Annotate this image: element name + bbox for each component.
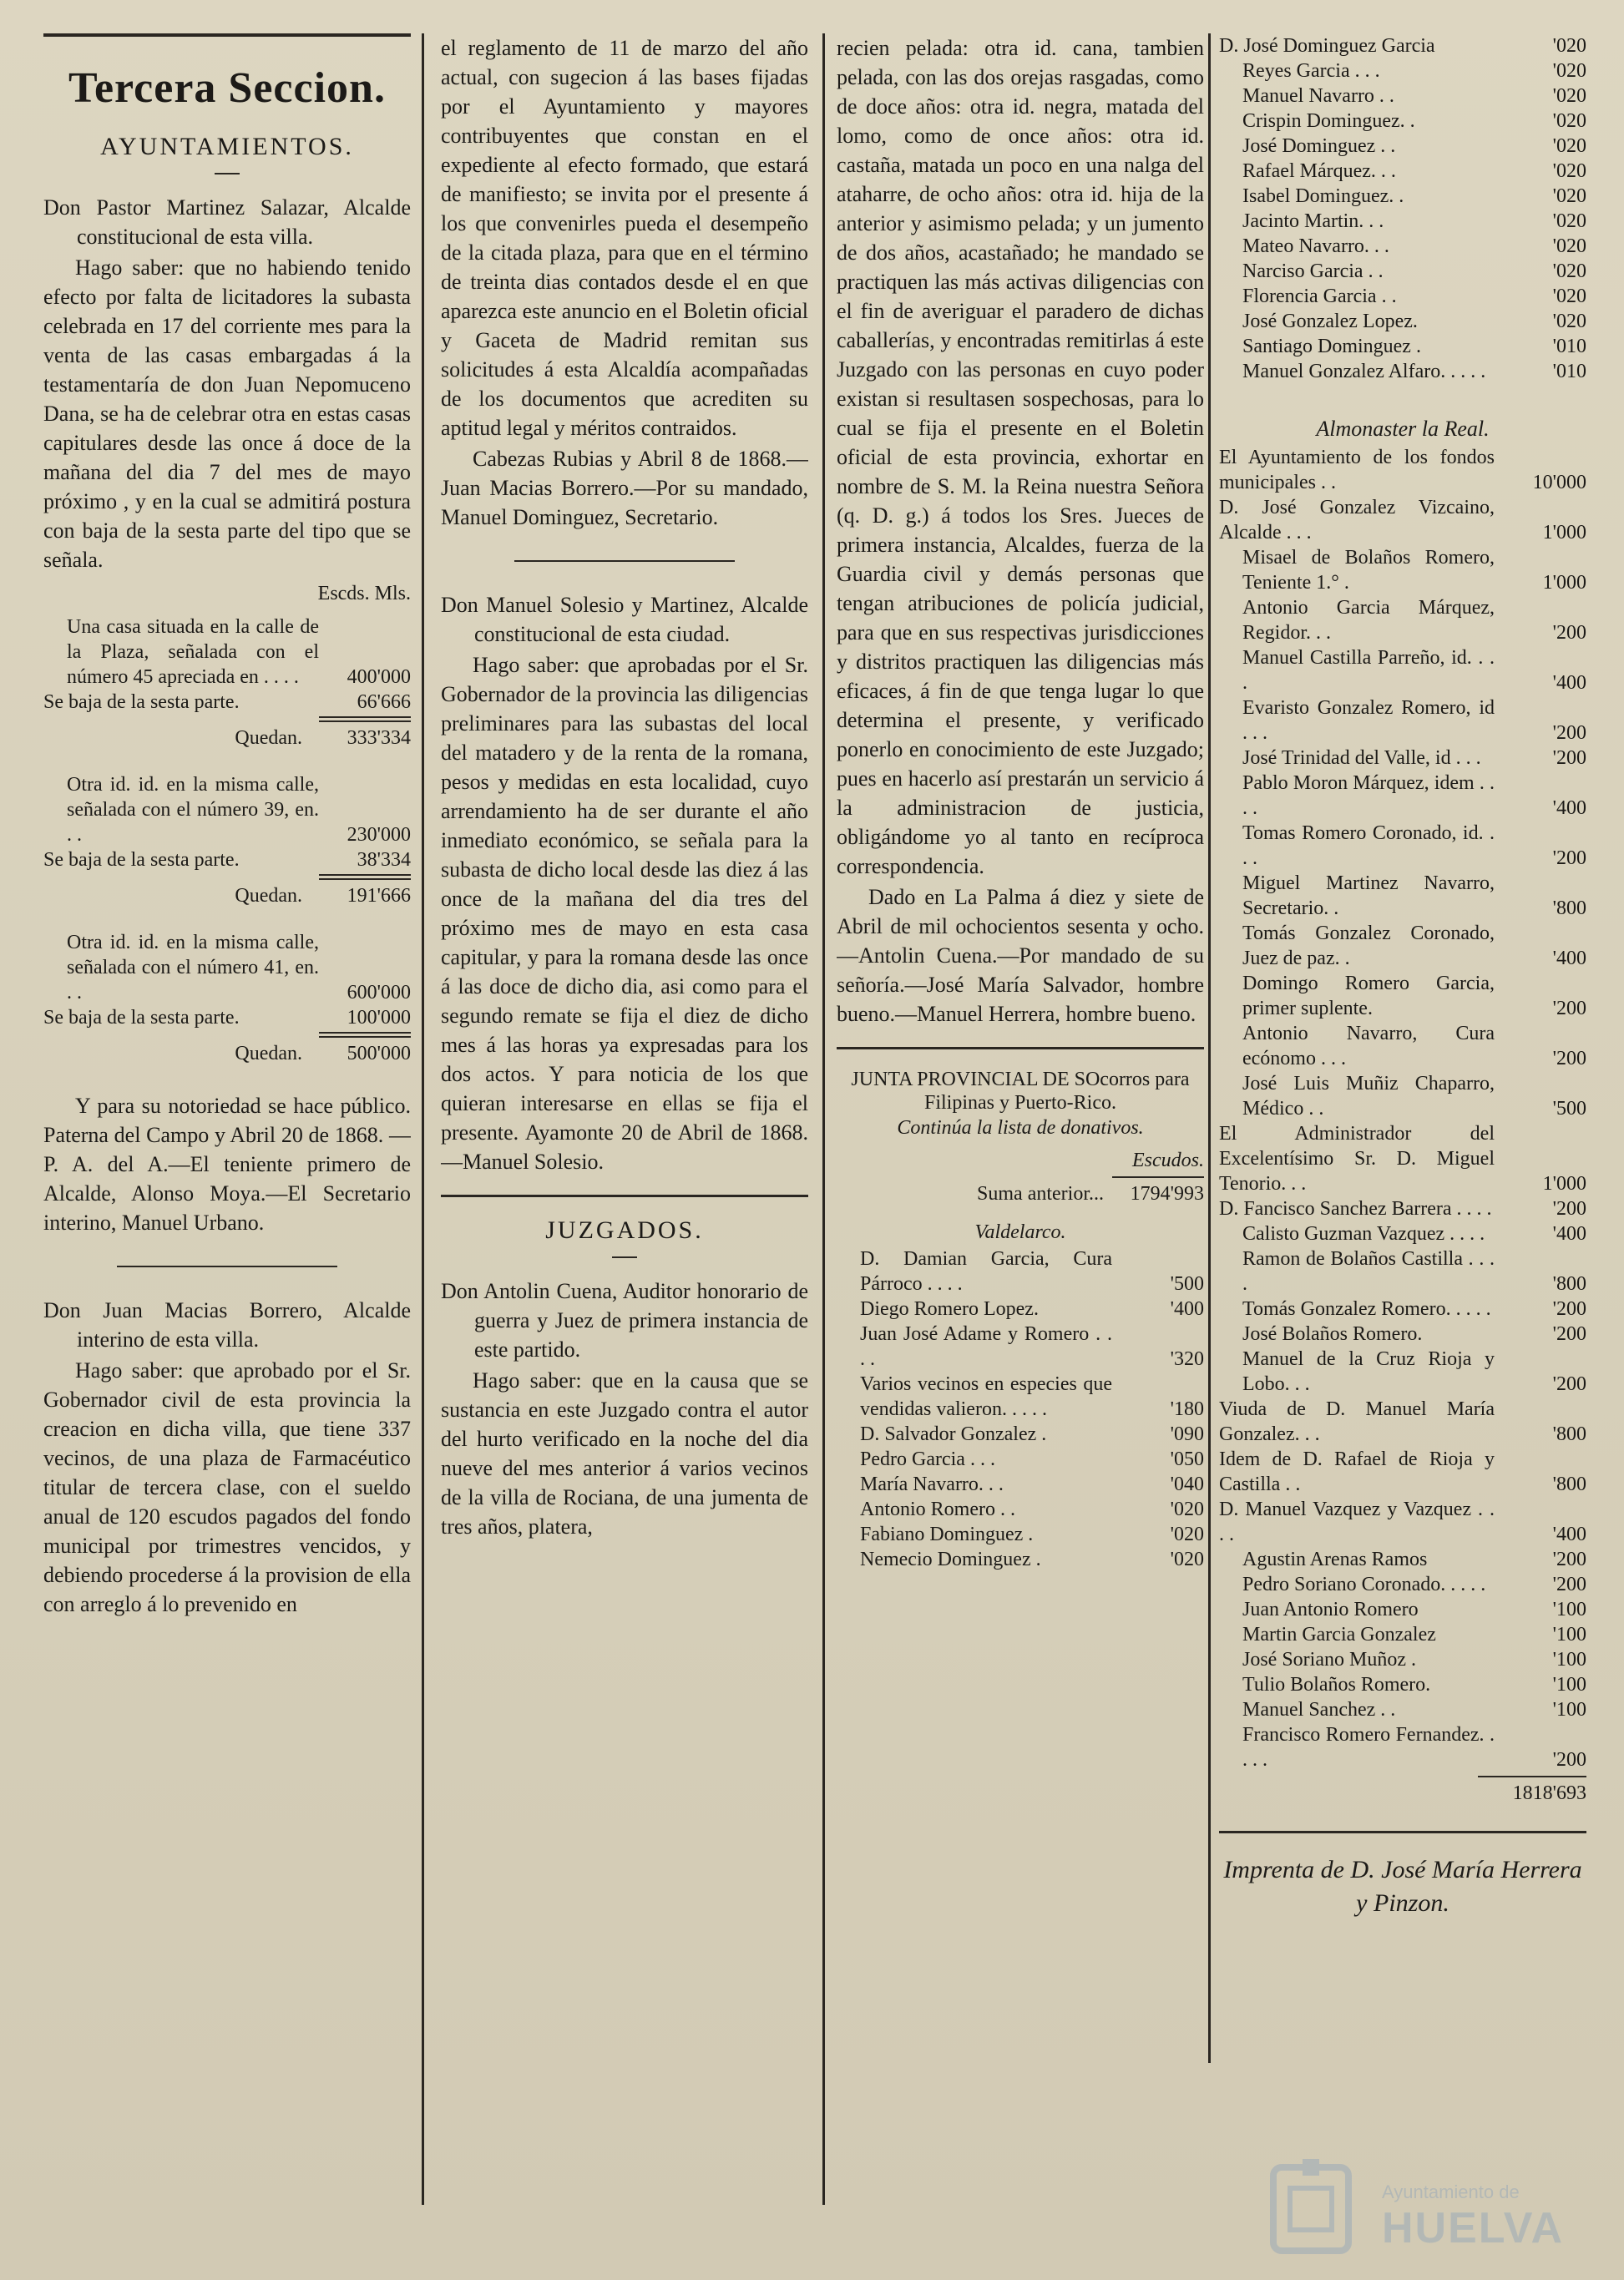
donor-amount: '020 [1552,35,1586,57]
donor-row [1219,1196,1586,1221]
notice-body: Hago saber: que no habiendo tenido efecto por falta de licitadores la subasta celebrada en 17 del corriente mes para la venta de las casas embargadas á la testamentaría de don Juan Nepomuceno Dana, se ha de celebrar otra en estas casas capitulares desde las once á doce de la mañana del dia 7 del mes de mayo próximo , y en la cual se admitirá postura con baja de la sesta parte del tipo que se señala. [43,255,411,572]
donor-name: Manuel Sanchez . . [1242,1699,1396,1721]
donor-amount: '020 [1170,1549,1204,1570]
donor-row [1219,821,1586,871]
property-value: 600'000 [347,982,411,1004]
donor-name: Reyes Garcia . . . [1242,60,1380,82]
donor-amount: '100 [1552,1699,1586,1721]
notice-closing: Y para su notoriedad se hace público. Paterna del Campo y Abril 20 de 1868. —P. A. del A.—El teniente primero de Alcalde, Alonso Moya.—El Secretario interino, Manuel Urbano. [43,1094,411,1235]
column-divider [422,33,424,2205]
donor-amount: '050 [1170,1448,1204,1470]
donor-amount: '200 [1552,1198,1586,1220]
donor-name: Isabel Dominguez. . [1242,185,1404,207]
donor-row [1219,495,1586,545]
divider [117,1266,337,1267]
donor-name: José Dominguez . . [1242,135,1396,157]
suma-value: 1794'993 [1130,1183,1204,1205]
donor-row [1219,1322,1586,1347]
divider [837,1047,1204,1049]
donor-name: D. Manuel Vazquez y Vazquez . . . . [1219,1499,1495,1545]
property-row [43,614,411,751]
donor-name: D. Damian Garcia, Cura Párroco . . . . [860,1248,1112,1295]
units-header: Escds. Mls. [317,583,411,604]
donor-amount: '200 [1552,722,1586,744]
donor-row [1219,1221,1586,1246]
printer-credit: Imprenta de D. José María Herrera y Pinzon. [1223,1856,1582,1917]
notice-body: recien pelada: otra id. cana, tambien pelada, con las dos orejas rasgadas, como de doce años: otra id. negra, matada del lomo, como de once años: otra id. castaña, matada un poco en una nalga del ataharre, de ocho años: otra id. hija de la anterior y asimismo pelada; y un jumento de dos años, acastañado; he mandado se practiquen las más activas diligencias con el fin de averiguar el paradero de dichas caballerías, y encontradas remitirlas á este Juzgado con las personas en cuyo poder existan si resultasen sospechosas, para lo cual se fija el presente en el Boletin oficial de esta provincia, exhortar en nombre de S. M. la Reina nuestra Señora (q. D. g.) á todos los Sres. Jueces de primera instancia, Alcaldes, fuerza de la Guardia civil y demás personas que tengan atribuciones de policía judicial, para que en sus respectivas jurisdicciones y distritos practiquen las diligencias más eficaces, á fin de que tenga lugar lo que determina el presente, y verificado ponerlo en conocimiento de este Juzgado; pues en hacerlo así prestarán un servicio á la administracion de justicia, obligándome yo al tanto en recíproca correspondencia. [837,36,1204,878]
juzgados-title: JUZGADOS. [545,1216,704,1244]
column-2 [441,33,808,2230]
donor-name: Manuel Castilla Parreño, id. . . . [1242,647,1495,694]
donor-name: José Gonzalez Lopez. [1242,311,1418,332]
quedan-label: Quedan. [235,885,302,907]
property-list [43,614,411,1066]
donor-amount: 1'000 [1542,522,1586,543]
donor-amount: '400 [1552,948,1586,969]
double-rule [319,1032,411,1038]
property-value: 400'000 [347,666,411,688]
donor-amount: 1'000 [1542,1173,1586,1195]
donor-name: Misael de Bolaños Romero, Teniente 1.° . [1242,547,1495,594]
donor-amount: '100 [1552,1624,1586,1646]
donor-name: Fabiano Dominguez . [860,1524,1034,1545]
donor-row [1219,1672,1586,1697]
donor-name: Evaristo Gonzalez Romero, id . . . [1242,697,1495,744]
donor-row [1219,334,1586,359]
donor-list [1219,445,1586,1772]
donor-amount: '020 [1552,235,1586,257]
donor-name: Idem de D. Rafael de Rioja y Castilla . . [1219,1448,1495,1495]
donor-amount: '800 [1552,1474,1586,1495]
donor-row [837,1497,1204,1522]
donor-name: D. Salvador Gonzalez . [860,1423,1047,1445]
donor-amount: '800 [1552,897,1586,919]
donor-row [1219,134,1586,159]
donor-row [1219,1246,1586,1297]
donor-row [1219,1572,1586,1597]
watermark-line2: HUELVA [1382,2204,1565,2252]
donor-name: Manuel de la Cruz Rioja y Lobo. . . [1242,1348,1495,1395]
donor-amount: '400 [1552,797,1586,819]
donor-name: Antonio Garcia Márquez, Regidor. . . [1242,597,1495,644]
divider [441,1195,808,1197]
coat-of-arms-icon [1257,2155,1365,2263]
donor-name: María Navarro. . . [860,1474,1004,1495]
donor-name: Diego Romero Lopez. [860,1298,1039,1320]
donor-row [837,1246,1204,1297]
donor-name: D. José Dominguez Garcia [1219,35,1435,57]
sum-rule [1478,1776,1586,1777]
donor-row [1219,645,1586,695]
donor-name: Martin Garcia Gonzalez [1242,1624,1436,1646]
rule [1112,1176,1204,1178]
donor-row [837,1297,1204,1322]
donor-name: Antonio Navarro, Cura ecónomo . . . [1242,1023,1495,1069]
donor-amount: '320 [1170,1348,1204,1370]
donor-row [1219,1121,1586,1196]
subsection-title: AYUNTAMIENTOS. [100,133,354,160]
column-4 [1219,33,1586,2230]
donor-amount: '010 [1552,361,1586,382]
donor-amount: '200 [1552,622,1586,644]
donor-row [1219,359,1586,384]
donor-amount: '200 [1552,998,1586,1019]
donor-row [837,1472,1204,1497]
donor-amount: '020 [1170,1524,1204,1545]
donor-name: Juan José Adame y Romero . . . . [860,1323,1112,1370]
junta-subtitle: Continúa la lista de donativos. [897,1117,1144,1139]
watermark-line1: Ayuntamiento de [1382,2181,1520,2202]
donor-amount: '200 [1552,847,1586,869]
quedan-value: 191'666 [347,885,411,907]
baja-value: 100'000 [347,1007,411,1029]
donor-amount: '090 [1170,1423,1204,1445]
double-rule [319,716,411,722]
donor-row [1219,1347,1586,1397]
donor-row [1219,1447,1586,1497]
donor-name: José Trinidad del Valle, id . . . [1242,747,1481,769]
donor-row [1219,1722,1586,1772]
escudos-label: Escudos. [1132,1150,1204,1171]
donor-row [837,1522,1204,1547]
quedan-value: 333'334 [347,727,411,749]
quedan-value: 500'000 [347,1043,411,1064]
donor-amount: '180 [1170,1398,1204,1420]
top-rule [43,33,411,37]
donor-amount: '200 [1552,1749,1586,1771]
donor-amount: '020 [1552,160,1586,182]
property-row [43,930,411,1066]
donor-name: Florencia Garcia . . [1242,286,1397,307]
donor-name: José Luis Muñiz Chaparro, Médico . . [1242,1073,1495,1120]
donor-row [1219,1071,1586,1121]
donor-name: El Ayuntamiento de los fondos municipales . . [1219,447,1495,493]
donor-name: Manuel Gonzalez Alfaro. . . . . [1242,361,1486,382]
donor-amount: '200 [1552,747,1586,769]
donor-row [1219,159,1586,184]
donor-row [1219,695,1586,746]
donor-name: Crispin Dominguez. . [1242,110,1415,132]
donor-row [837,1422,1204,1447]
donor-name: Varios vecinos en especies que vendidas valieron. . . . . [860,1373,1112,1420]
donor-list [1219,33,1586,384]
town-title: Valdelarco. [974,1221,1066,1243]
donor-name: Narciso Garcia . . [1242,260,1384,282]
donor-name: José Soriano Muñoz . [1242,1649,1416,1671]
donor-name: Francisco Romero Fernandez. . . . . [1242,1724,1495,1771]
donor-amount: '020 [1552,210,1586,232]
column-divider [1208,33,1211,2063]
donor-row [1219,545,1586,595]
property-desc: Una casa situada en la calle de la Plaza, señalada con el número 45 apreciada en . . . . [67,616,319,688]
donor-name: Calisto Guzman Vazquez . . . . [1242,1223,1485,1245]
donor-name: Tomás Gonzalez Romero. . . . . [1242,1298,1491,1320]
donor-amount: '200 [1552,1549,1586,1570]
section-title: Tercera Seccion. [68,64,386,112]
donor-row [837,1372,1204,1422]
donor-row [1219,971,1586,1021]
donor-name: José Bolaños Romero. [1242,1323,1423,1345]
donor-row [1219,1021,1586,1071]
donor-amount: '020 [1170,1499,1204,1520]
donor-row [1219,259,1586,284]
donor-amount: '020 [1552,110,1586,132]
donor-amount: '400 [1170,1298,1204,1320]
column-1 [43,33,411,2230]
suma-row [837,1181,1204,1206]
donor-amount: '400 [1552,1223,1586,1245]
notice-signature: Cabezas Rubias y Abril 8 de 1868.—Juan Macias Borrero.—Por su mandado, Manuel Dominguez, Secretario. [441,447,808,529]
donor-amount: '500 [1552,1098,1586,1120]
notice-header: Don Juan Macias Borrero, Alcalde interino de esta villa. [43,1298,411,1352]
property-desc: Otra id. id. en la misma calle, señalada con el número 41, en. . . [67,932,319,1004]
donor-amount: '020 [1552,85,1586,107]
column-3 [837,33,1204,2230]
notice-body: el reglamento de 11 de marzo del año actual, con sugecion á las bases fijadas por el Ayuntamiento y mayores contribuyentes que constan en el expediente al efecto formado, que estará de manifiesto; se invita por el presente á los que convenirles pueda el desempeño de la citada plaza, para que en el término de treinta dias contados desde el en que aparezca este anuncio en el Boletin oficial y Gaceta de Madrid remitan sus solicitudes á esta Alcaldía acompañadas de los documentos que acrediten su aptitud legal y méritos contraidos. [441,36,808,440]
donor-amount: '200 [1552,1323,1586,1345]
donor-name: Ramon de Bolaños Castilla . . . . [1242,1248,1495,1295]
donor-row [1219,921,1586,971]
donor-row [1219,1397,1586,1447]
donor-name: Manuel Navarro . . [1242,85,1394,107]
donor-amount: 1'000 [1542,572,1586,594]
quedan-label: Quedan. [235,1043,302,1064]
donor-name: Viuda de D. Manuel María Gonzalez. . . [1219,1398,1495,1445]
donor-amount: '400 [1552,672,1586,694]
donor-amount: '020 [1552,185,1586,207]
donor-amount: '020 [1552,60,1586,82]
donor-row [1219,1547,1586,1572]
donor-row [1219,1297,1586,1322]
notice-header: Don Pastor Martinez Salazar, Alcalde constitucional de esta villa. [43,195,411,249]
donor-name: El Administrador del Excelentísimo Sr. D. Miguel Tenorio. . . [1219,1123,1495,1195]
property-value: 230'000 [347,824,411,846]
divider [1219,1831,1586,1833]
double-rule [319,874,411,880]
donor-name: Mateo Navarro. . . [1242,235,1389,257]
donor-amount: '020 [1552,286,1586,307]
notice-header: Don Antolin Cuena, Auditor honorario de guerra y Juez de primera instancia de este partido. [441,1279,808,1362]
donor-row [1219,746,1586,771]
baja-label: Se baja de la sesta parte. [43,849,240,871]
donor-row [1219,771,1586,821]
donor-amount: 10'000 [1532,472,1586,493]
donor-row [1219,234,1586,259]
donor-row [837,1447,1204,1472]
donor-row [1219,1597,1586,1622]
donor-amount: '800 [1552,1423,1586,1445]
donor-amount: '200 [1552,1574,1586,1595]
donor-row [1219,1647,1586,1672]
donor-name: Nemecio Dominguez . [860,1549,1041,1570]
property-row [43,772,411,908]
donor-amount: '020 [1552,260,1586,282]
junta-title: JUNTA PROVINCIAL DE SOcorros para Filipinas y Puerto-Rico. [851,1069,1190,1114]
divider [215,173,240,174]
donor-amount: '010 [1552,336,1586,357]
donor-row [1219,58,1586,83]
donor-name: D. José Gonzalez Vizcaino, Alcalde . . . [1219,497,1495,543]
donor-row [1219,1497,1586,1547]
donor-row [1219,1697,1586,1722]
donor-name: Rafael Márquez. . . [1242,160,1396,182]
notice-body: Hago saber: que aprobado por el Sr. Gobernador civil de esta provincia la creacion en dicha villa, que tiene 337 vecinos, de una plaza de Farmacéutico titular de tercera clase, con el sueldo anual de 120 escudos pagados del fondo municipal por trimestres vencidos, y debiendo procederse á la provision de ella con arreglo á lo prevenido en [43,1358,411,1616]
donor-list [837,1246,1204,1572]
donor-name: Antonio Romero . . [860,1499,1015,1520]
donor-name: Tomás Gonzalez Coronado, Juez de paz. . [1242,923,1495,969]
donor-amount: '200 [1552,1373,1586,1395]
archive-watermark [1257,2155,1565,2263]
donor-amount: '100 [1552,1649,1586,1671]
donor-name: Santiago Dominguez . [1242,336,1421,357]
donor-amount: '800 [1552,1273,1586,1295]
donor-row [1219,284,1586,309]
donor-amount: '200 [1552,1048,1586,1069]
donor-row [1219,109,1586,134]
donor-row [1219,309,1586,334]
donor-name: D. Fancisco Sanchez Barrera . . . . [1219,1198,1492,1220]
baja-value: 38'334 [357,849,411,871]
notice-signature: Dado en La Palma á diez y siete de Abril de mil ochocientos sesenta y ocho.—Antolin Cuena.—Por mandado de su señoría.—José María Salvador, hombre bueno.—Manuel Herrera, hombre bueno. [837,885,1204,1026]
donor-amount: '400 [1552,1524,1586,1545]
donor-row [1219,1622,1586,1647]
donor-amount: '020 [1552,135,1586,157]
donor-name: Juan Antonio Romero [1242,1599,1419,1620]
donor-name: Tulio Bolaños Romero. [1242,1674,1431,1696]
town-title: Almonaster la Real. [1316,417,1490,441]
notice-header: Don Manuel Solesio y Martinez, Alcalde constitucional de esta ciudad. [441,593,808,646]
donor-row [1219,33,1586,58]
divider [514,560,735,562]
notice-body: Hago saber: que aprobadas por el Sr. Gobernador de la provincia las diligencias preliminares para las subastas del local del matadero y de la renta de la romana, pesos y medidas en esta localidad, cuyo arrendamiento ha de ser durante el año inmediato económico, se señala para la subasta de dicho local desde las diez á las once de la mañana del dia tres del próximo mes de mayo en esta casa capitular, y para la romana desde las once á las doce de dicho dia, asi como para el segundo remate se fija el diez de dicho mes á las horas ya expresadas para los dos actos. Y para noticia de los que quieran interesarse en ellas se fija el presente. Ayamonte 20 de Abril de 1868. —Manuel Solesio. [441,653,808,1174]
donor-amount: '500 [1170,1273,1204,1295]
divider [612,1256,637,1258]
donor-row [1219,445,1586,495]
donor-row [1219,871,1586,921]
donor-name: Agustin Arenas Ramos [1242,1549,1428,1570]
donor-name: Domingo Romero Garcia, primer suplente. [1242,973,1495,1019]
donor-row [1219,184,1586,209]
donor-name: Miguel Martinez Navarro, Secretario. . [1242,872,1495,919]
donor-name: Pedro Garcia . . . [860,1448,995,1470]
donor-row [837,1322,1204,1372]
donor-row [837,1547,1204,1572]
donor-amount: '100 [1552,1674,1586,1696]
quedan-label: Quedan. [235,727,302,749]
donor-amount: '200 [1552,1298,1586,1320]
total-value: 1818'693 [1512,1782,1586,1804]
baja-label: Se baja de la sesta parte. [43,691,240,713]
donor-amount: '100 [1552,1599,1586,1620]
donor-name: Jacinto Martin. . . [1242,210,1384,232]
donor-amount: '040 [1170,1474,1204,1495]
donor-row [1219,595,1586,645]
donor-row [1219,209,1586,234]
suma-label: Suma anterior... [977,1183,1104,1205]
baja-value: 66'666 [357,691,411,713]
property-desc: Otra id. id. en la misma calle, señalada con el número 39, en. . . [67,774,319,846]
column-divider [822,33,825,2205]
donor-name: Pablo Moron Márquez, idem . . . . [1242,772,1495,819]
donor-name: Pedro Soriano Coronado. . . . . [1242,1574,1486,1595]
donor-amount: '020 [1552,311,1586,332]
baja-label: Se baja de la sesta parte. [43,1007,240,1029]
donor-name: Tomas Romero Coronado, id. . . . [1242,822,1495,869]
notice-body: Hago saber: que en la causa que se sustancia en este Juzgado contra el autor del hurto verificado en la noche del dia nueve del mes anterior á varios vecinos de la villa de Rociana, de una jumenta de tres años, platera, [441,1368,808,1539]
donor-row [1219,83,1586,109]
